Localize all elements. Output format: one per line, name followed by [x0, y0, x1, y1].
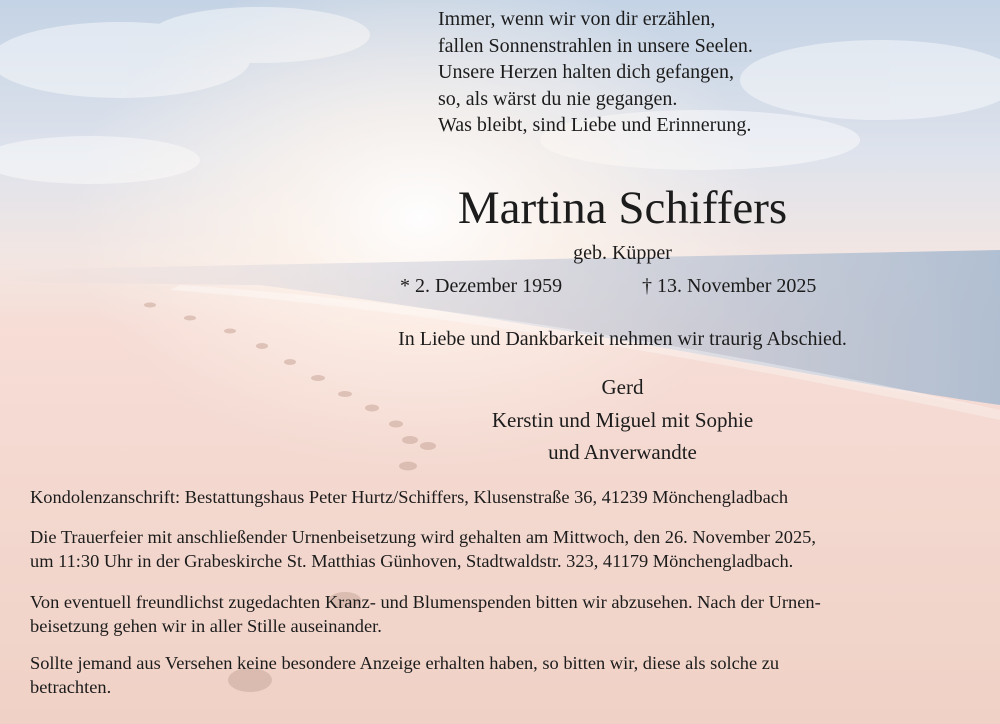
- ceremony-info: [30, 525, 975, 573]
- birth-name: geb. Küpper: [573, 242, 672, 264]
- mourner-line: Kerstin und Miguel mit Sophie: [491, 407, 754, 432]
- notice-info: [30, 651, 975, 699]
- notice-line: Sollte jemand aus Versehen keine besondere Anzeige erhalten haben, so bitten wir, diese als solche zu: [30, 653, 780, 673]
- death-date: † 13. November 2025: [642, 275, 817, 297]
- poem-line: Unsere Herzen halten dich gefangen,: [438, 61, 734, 83]
- flowers-info: [30, 590, 975, 638]
- ceremony-line: Die Trauerfeier mit anschließender Urnenbeisetzung wird gehalten am Mittwoch, den 26. November 2025,: [30, 527, 816, 547]
- flowers-line: Von eventuell freundlichst zugedachten Kranz- und Blumenspenden bitten wir abzusehen. Nach der Urnen-: [30, 592, 821, 612]
- mourners-list: [0, 371, 1000, 469]
- deceased-name: Martina Schiffers: [457, 182, 788, 234]
- poem-line: Was bleibt, sind Liebe und Erinnerung.: [438, 114, 752, 136]
- condolence-line: Kondolenzanschrift: Bestattungshaus Peter Hurtz/Schiffers, Klusenstraße 36, 41239 Mönchengladbach: [30, 487, 789, 507]
- poem: [438, 6, 753, 139]
- birth-date: * 2. Dezember 1959: [400, 275, 563, 297]
- notice-line: betrachten.: [30, 677, 112, 697]
- poem-line: Immer, wenn wir von dir erzählen,: [438, 8, 716, 30]
- poem-line: fallen Sonnenstrahlen in unsere Seelen.: [438, 34, 753, 57]
- mourner-line: Gerd: [601, 375, 644, 399]
- poem-line: so, als wärst du nie gegangen.: [438, 87, 678, 110]
- ceremony-line: um 11:30 Uhr in der Grabeskirche St. Matthias Günhoven, Stadtwaldstr. 323, 41179 Mönchengladbach.: [30, 551, 794, 571]
- condolence-address: [30, 485, 975, 509]
- farewell-text: In Liebe und Dankbarkeit nehmen wir traurig Abschied.: [398, 328, 847, 350]
- mourner-line: und Anverwandte: [548, 440, 697, 464]
- flowers-line: beisetzung gehen wir in aller Stille auseinander.: [30, 616, 382, 636]
